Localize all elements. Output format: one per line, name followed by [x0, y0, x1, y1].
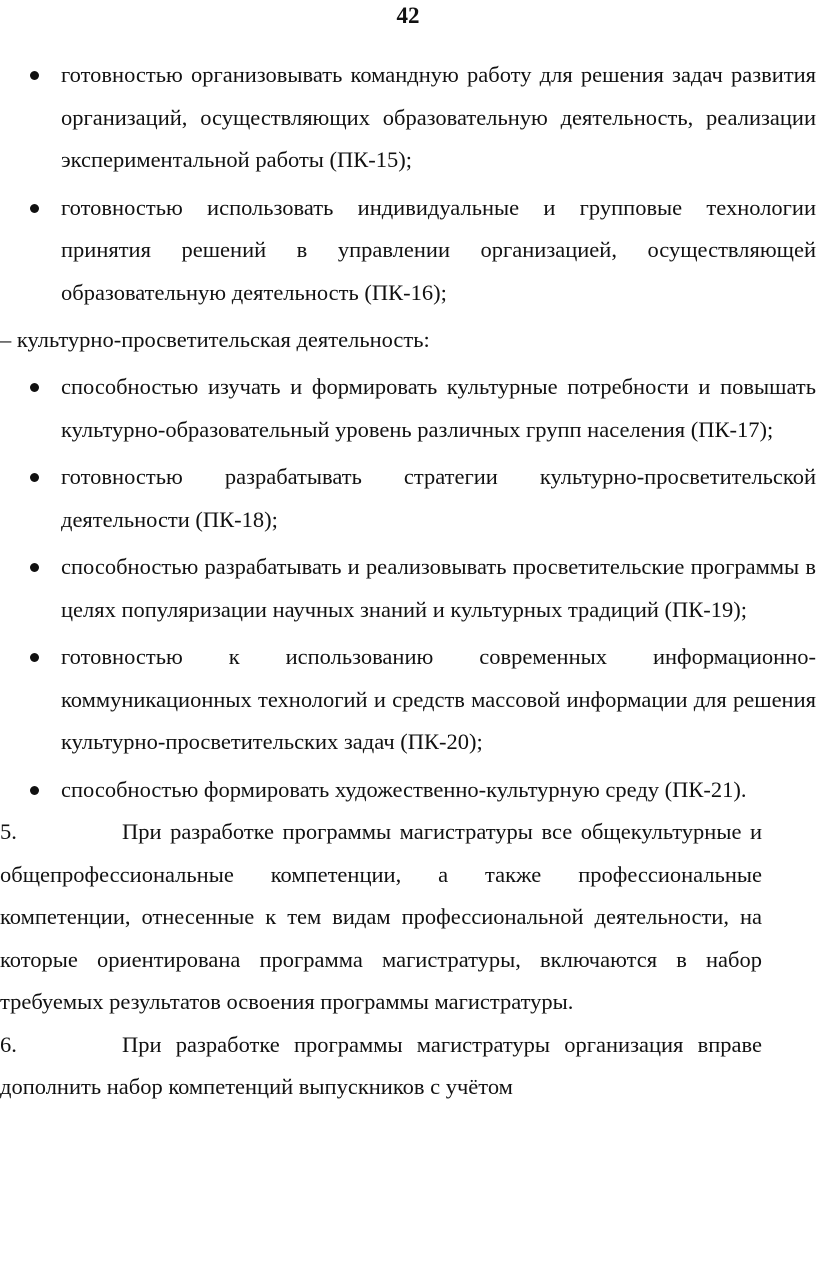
document-body: [0, 54, 816, 1109]
paragraph-number: 6.: [0, 1031, 17, 1057]
bullet-icon: [30, 204, 39, 213]
list-item-text: способностью формировать художественно-культурную среду (ПК-21).: [61, 776, 747, 802]
list-item-text: готовностью к использованию современных информационно-коммуникационных технологий и средств массовой информации для решения культурно-просветительских задач (ПК-20);: [61, 644, 816, 754]
list-item-text: готовностью использовать индивидуальные и групповые технологии принятия решений в управлении организацией, осуществляющей образовательную деятельность (ПК-16);: [61, 194, 816, 305]
bullet-icon: [30, 786, 39, 795]
bullet-icon: [30, 563, 39, 572]
list-item: [0, 187, 816, 315]
section-heading: – культурно-просветительская деятельность:: [0, 327, 430, 352]
list-item-text: готовностью организовывать командную работу для решения задач развития организаций, осуществляющих образовательную деятельность, реализации экспериментальной работы (ПК-15);: [61, 62, 816, 172]
competency-list-2: [0, 366, 816, 811]
list-item-text: способностью разрабатывать и реализовывать просветительские программы в целях популяризации научных знаний и культурных традиций (ПК-19);: [61, 554, 816, 622]
paragraph-number: 5.: [0, 819, 17, 844]
bullet-icon: [30, 473, 39, 482]
bullet-icon: [30, 71, 39, 80]
list-item: [0, 366, 816, 451]
competency-list-1: [0, 54, 816, 314]
list-item: [0, 456, 816, 541]
list-item: [0, 546, 816, 631]
paragraph-text: При разработке программы магистратуры все общекультурные и общепрофессиональные компетенции, а также профессиональные компетенции, отнесенные к тем видам профессиональной деятельности, на которые ориентирована программа магистратуры, включаются в набор требуемых результатов освоения программы магистратуры.: [0, 819, 762, 1014]
paragraph-text: При разработке программы магистратуры организация вправе дополнить набор компетенций выпускников с учётом: [0, 1031, 762, 1099]
list-item: [0, 769, 816, 812]
numbered-paragraph-6: [0, 1024, 816, 1109]
bullet-icon: [30, 383, 39, 392]
list-item-text: способностью изучать и формировать культурные потребности и повышать культурно-образовательный уровень различных групп населения (ПК-17);: [61, 374, 816, 442]
bullet-icon: [30, 653, 39, 662]
page-number: 42: [396, 3, 420, 28]
list-item-text: готовностью разрабатывать стратегии культурно-просветительской деятельности (ПК-18);: [61, 464, 816, 532]
list-item: [0, 636, 816, 764]
list-item: [0, 54, 816, 182]
numbered-paragraph-5: [0, 811, 816, 1024]
